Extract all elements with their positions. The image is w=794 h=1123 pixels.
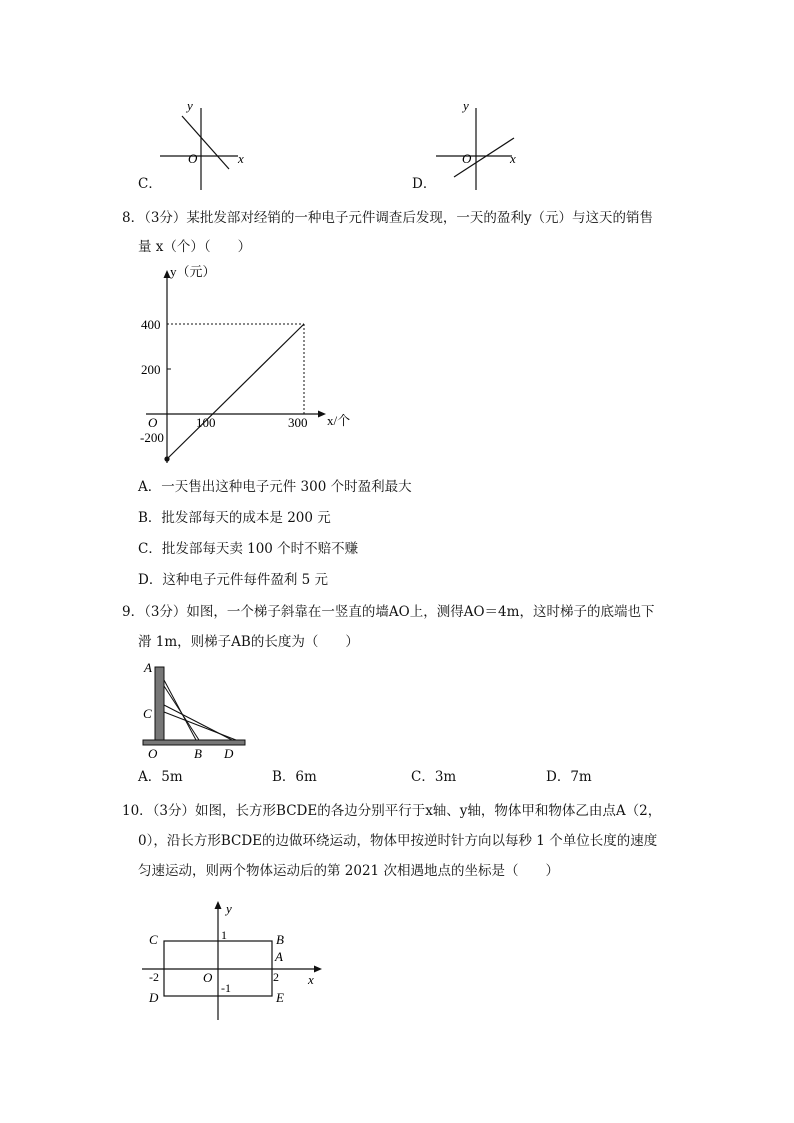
tick-1: 1 bbox=[221, 928, 227, 942]
point-d-label: D bbox=[224, 746, 234, 761]
point-d-label: D bbox=[149, 990, 159, 1005]
q7-option-c-label: C． bbox=[138, 176, 162, 192]
q8-option-d[interactable]: D．这种电子元件每件盈利 5 元 bbox=[138, 572, 328, 588]
tick-neg2: -2 bbox=[149, 970, 159, 984]
x-axis-label: x bbox=[238, 151, 244, 166]
point-e-label: E bbox=[276, 990, 284, 1005]
point-c-label: C bbox=[149, 932, 158, 947]
point-b-label: B bbox=[194, 746, 202, 761]
chart-y-tick-200: 200 bbox=[141, 362, 161, 377]
point-c-label: C bbox=[143, 706, 152, 721]
chart-y-tick-400: 400 bbox=[141, 317, 161, 332]
q9-stem-line1: 9．（3分）如图，一个梯子斜靠在一竖直的墙AO上，测得AO＝4m，这时梯子的底端也下 bbox=[122, 604, 655, 620]
y-axis-label: y bbox=[226, 901, 232, 916]
q7-option-d-label: D． bbox=[412, 176, 437, 192]
q9-option-b[interactable]: B．6m bbox=[272, 769, 317, 785]
point-o-label: O bbox=[148, 746, 158, 761]
chart-x-tick-300: 300 bbox=[288, 415, 308, 430]
q8-option-b[interactable]: B．批发部每天的成本是 200 元 bbox=[138, 510, 331, 526]
chart-y-tick-neg200: -200 bbox=[140, 430, 164, 445]
chart-y-label: y（元） bbox=[170, 264, 216, 279]
q9-option-d[interactable]: D．7m bbox=[546, 769, 592, 785]
q9-stem-line2: 滑 1m，则梯子AB的长度为（ ） bbox=[138, 634, 359, 650]
chart-x-label: x/个 bbox=[327, 413, 351, 428]
x-axis-label: x bbox=[308, 972, 314, 987]
q8-option-c[interactable]: C．批发部每天卖 100 个时不赔不赚 bbox=[138, 541, 359, 557]
q9-option-a[interactable]: A．5m bbox=[138, 769, 183, 785]
y-axis-label: y bbox=[187, 98, 193, 113]
y-axis-label: y bbox=[463, 98, 469, 113]
q8-option-a[interactable]: A．一天售出这种电子元件 300 个时盈利最大 bbox=[138, 479, 412, 495]
origin-label: O bbox=[203, 970, 213, 985]
q10-stem-line3: 匀速运动，则两个物体运动后的第 2021 次相遇地点的坐标是（ ） bbox=[138, 863, 559, 879]
y-axis-arrow bbox=[215, 901, 222, 909]
chart-x-tick-100: 100 bbox=[196, 415, 216, 430]
q10-stem-line2: 0），沿长方形BCDE的边做环绕运动，物体甲按逆时针方向以每秒 1 个单位长度的速度 bbox=[138, 833, 658, 849]
chart-origin-label: O bbox=[148, 415, 158, 430]
point-b-label: B bbox=[276, 932, 284, 947]
q8-stem-line1: 8．（3分）某批发部对经销的一种电子元件调查后发现，一天的盈利y（元）与这天的销售 bbox=[122, 210, 654, 226]
tick-neg1: -1 bbox=[221, 981, 231, 995]
point-a-label: A bbox=[144, 660, 152, 675]
x-axis-arrow bbox=[314, 966, 322, 973]
tick-2: 2 bbox=[273, 970, 279, 984]
q8-stem-line2: 量 x（个）（ ） bbox=[138, 239, 252, 255]
origin-label: O bbox=[462, 151, 472, 166]
q9-option-c[interactable]: C．3m bbox=[411, 769, 457, 785]
origin-label: O bbox=[188, 151, 198, 166]
q10-stem-line1: 10．（3分）如图，长方形BCDE的各边分别平行于x轴、y轴，物体甲和物体乙由点A（2， bbox=[122, 803, 662, 819]
x-axis-label: x bbox=[510, 151, 516, 166]
point-a-label: A bbox=[275, 949, 283, 964]
